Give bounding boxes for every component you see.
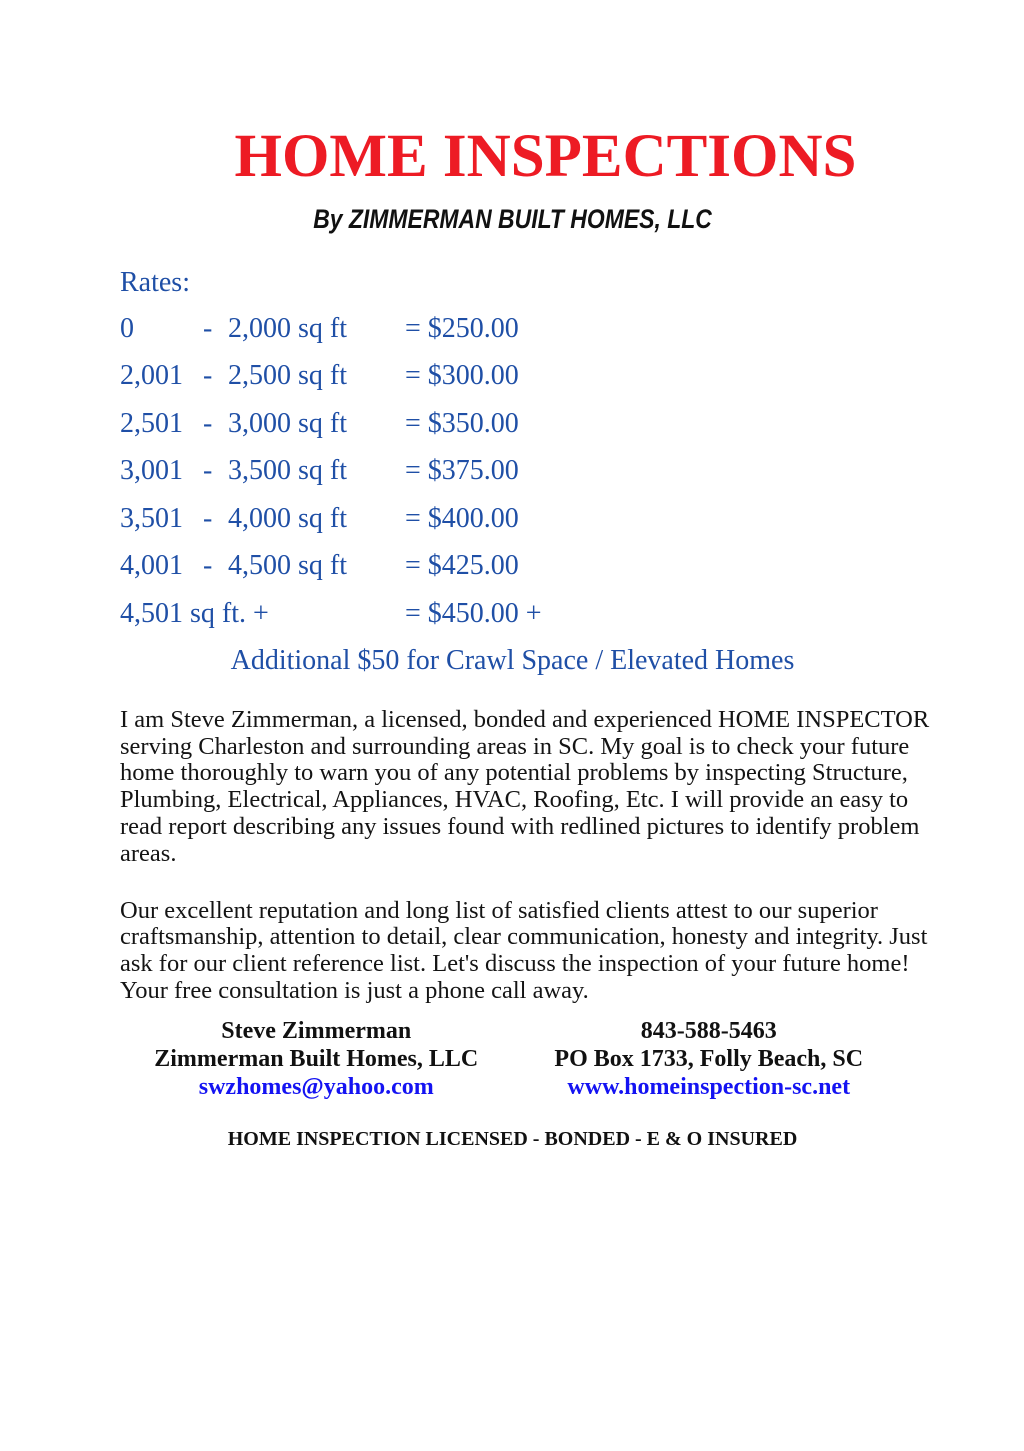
page-title: HOME INSPECTIONS (234, 123, 857, 190)
rate-range-dash: - (203, 407, 213, 439)
rate-row (120, 312, 905, 360)
rate-range-dash: - (203, 360, 213, 392)
paragraph-line: read report describing any issues found with redlined pictures to identify problem (120, 812, 920, 840)
contact-company: Zimmerman Built Homes, LLC (154, 1045, 479, 1072)
rate-range-end: 3,000 sq ft (228, 407, 347, 439)
rate-range-end: 3,500 sq ft (228, 455, 347, 487)
paragraph-line: Plumbing, Electrical, Appliances, HVAC, Roofing, Etc. I will provide an easy to (120, 786, 909, 814)
rate-range-start: 4,501 (120, 597, 183, 629)
rate-row (120, 407, 905, 455)
rate-range-end: 4,500 sq ft (228, 550, 347, 582)
rate-range-start: 0 (120, 312, 134, 344)
reputation-paragraph (120, 896, 928, 1005)
rate-range-dash: - (203, 312, 213, 344)
rates-table (120, 312, 905, 645)
footer-insured-line: HOME INSPECTION LICENSED - BONDED - E & O INSURED (227, 1127, 798, 1150)
rate-range-end: 4,000 sq ft (228, 502, 347, 534)
rate-price: = $300.00 (405, 360, 519, 392)
flyer-page (0, 123, 1024, 1151)
paragraph-line: I am Steve Zimmerman, a licensed, bonded and experienced HOME INSPECTOR (120, 705, 930, 733)
contact-left-column (120, 1017, 513, 1101)
rate-price: = $425.00 (405, 550, 519, 582)
rate-range-end: 2,000 sq ft (228, 312, 347, 344)
paragraph-line: Our excellent reputation and long list of satisfied clients attest to our superior (120, 896, 878, 924)
contact-website-link[interactable]: www.homeinspection-sc.net (567, 1073, 851, 1100)
rates-heading: Rates: (120, 267, 190, 299)
page-subtitle: By ZIMMERMAN BUILT HOMES, LLC (313, 204, 712, 234)
paragraph-line: areas. (120, 839, 177, 867)
paragraph-line: serving Charleston and surrounding areas in SC. My goal is to check your future (120, 732, 910, 760)
contact-right-column (513, 1017, 906, 1101)
rate-row (120, 597, 905, 645)
contact-address: PO Box 1733, Folly Beach, SC (554, 1045, 864, 1072)
paragraph-line: home thoroughly to warn you of any potential problems by inspecting Structure, (120, 759, 908, 787)
rate-range-start: 4,001 (120, 550, 183, 582)
rate-range-start: 2,001 (120, 360, 183, 392)
rate-range-start: 3,501 (120, 502, 183, 534)
rate-price: = $350.00 (405, 407, 519, 439)
rate-range-dash: - (203, 550, 213, 582)
rate-range-start: 3,001 (120, 455, 183, 487)
rate-range-dash: - (203, 455, 213, 487)
contact-section (120, 1017, 905, 1101)
rate-range-end: 2,500 sq ft (228, 360, 347, 392)
paragraph-line: ask for our client reference list. Let's discuss the inspection of your future home! (120, 950, 910, 978)
contact-name: Steve Zimmerman (221, 1017, 412, 1044)
rate-range-dash: - (203, 502, 213, 534)
paragraph-line: Your free consultation is just a phone call away. (120, 976, 589, 1004)
rate-range-start: 2,501 (120, 407, 183, 439)
rate-price: = $250.00 (405, 312, 519, 344)
intro-paragraph (120, 705, 930, 868)
rate-price: = $400.00 (405, 502, 519, 534)
rate-price: = $375.00 (405, 455, 519, 487)
rate-row (120, 549, 905, 597)
paragraph-line: craftsmanship, attention to detail, clear communication, honesty and integrity. Just (120, 923, 928, 951)
rate-row (120, 359, 905, 407)
rate-row (120, 454, 905, 502)
rates-note: Additional $50 for Crawl Space / Elevated Homes (230, 645, 795, 677)
rate-row (120, 502, 905, 550)
contact-email-link[interactable]: swzhomes@yahoo.com (198, 1073, 434, 1100)
rate-range-end: sq ft. + (190, 597, 269, 629)
rate-price: = $450.00 + (405, 597, 542, 629)
contact-phone: 843-588-5463 (640, 1017, 777, 1044)
